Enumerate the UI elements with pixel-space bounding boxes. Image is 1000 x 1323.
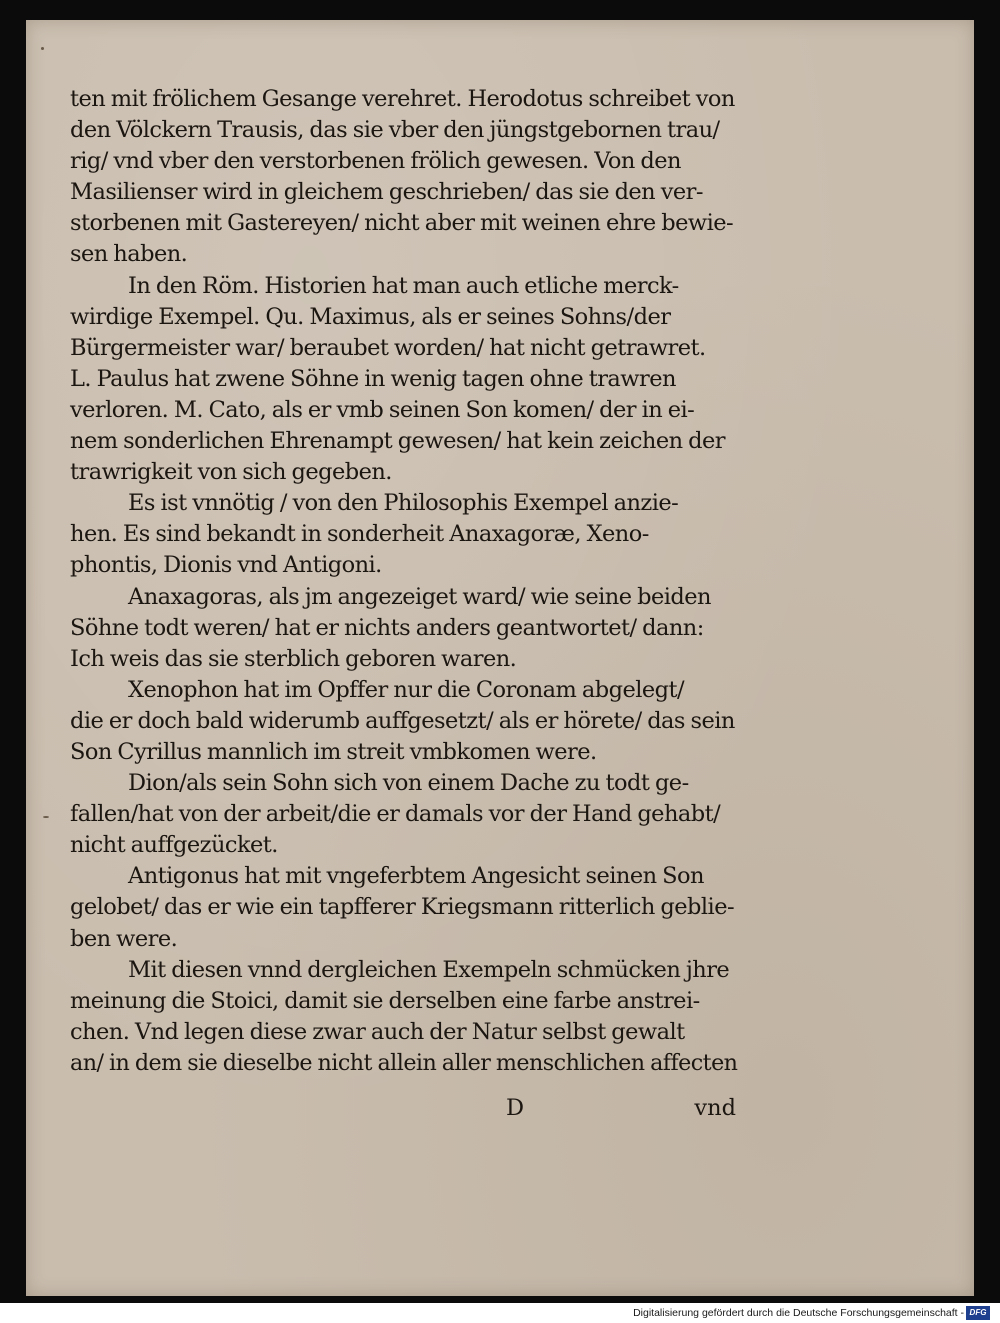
text-line: Söhne todt weren/ hat er nichts anders geantwortet/ dann: xyxy=(70,614,704,641)
book-page xyxy=(26,20,974,1296)
text-line: trawrigkeit von sich gegeben. xyxy=(70,459,392,486)
page-body-text xyxy=(70,84,738,1079)
text-line: ben were. xyxy=(70,925,178,952)
text-line: den Völckern Trausis, das sie vber den jüngstgebornen trau/ xyxy=(70,117,720,144)
text-line: chen. Vnd legen diese zwar auch der Natur selbst gewalt xyxy=(70,1018,685,1045)
text-line: Xenophon hat im Opffer nur die Coronam abgelegt/ xyxy=(128,676,685,703)
text-line: fallen/hat von der arbeit/die er damals vor der Hand gehabt/ xyxy=(70,801,721,828)
text-line: Son Cyrillus mannlich im streit vmbkomen were. xyxy=(70,738,597,765)
text-line: die er doch bald widerumb auffgesetzt/ als er hörete/ das sein xyxy=(70,707,735,734)
text-line: Es ist vnnötig / von den Philosophis Exempel anzie- xyxy=(128,490,679,517)
page-foot xyxy=(70,1092,738,1124)
signature-mark: D xyxy=(506,1095,525,1121)
text-line: Masilienser wird in gleichem geschrieben/ das sie den ver- xyxy=(70,179,703,206)
text-line: phontis, Dionis vnd Antigoni. xyxy=(70,552,382,579)
text-line: Ich weis das sie sterblich geboren waren. xyxy=(70,645,517,672)
text-line: Dion/als sein Sohn sich von einem Dache zu todt ge- xyxy=(128,770,689,797)
text-line: Anaxagoras, als jm angezeiget ward/ wie seine beiden xyxy=(128,583,711,610)
text-line: L. Paulus hat zwene Söhne in wenig tagen ohne trawren xyxy=(70,365,676,392)
text-line: Mit diesen vnnd dergleichen Exempeln schmücken jhre xyxy=(128,956,730,983)
text-line: nem sonderlichen Ehrenampt gewesen/ hat kein zeichen der xyxy=(70,428,725,455)
text-line: an/ in dem sie dieselbe nicht allein aller menschlichen affecten xyxy=(70,1049,738,1076)
page-speck xyxy=(41,47,44,50)
text-line: meinung die Stoici, damit sie derselben eine farbe anstrei- xyxy=(70,987,700,1014)
dfg-logo: DFG xyxy=(966,1306,990,1320)
catchword: vnd xyxy=(694,1095,736,1121)
text-line: verloren. M. Cato, als er vmb seinen Son komen/ der in ei- xyxy=(70,396,695,423)
text-line: sen haben. xyxy=(70,241,188,268)
digitization-credit: Digitalisierung gefördert durch die Deutsche Forschungsgemeinschaft - xyxy=(633,1307,964,1319)
text-line: wirdige Exempel. Qu. Maximus, als er seines Sohns/der xyxy=(70,303,671,330)
text-line: In den Röm. Historien hat man auch etliche merck- xyxy=(128,272,679,299)
text-line: hen. Es sind bekandt in sonderheit Anaxagoræ, Xeno- xyxy=(70,521,649,548)
text-line: gelobet/ das er wie ein tapfferer Kriegsmann ritterlich geblie- xyxy=(70,894,735,921)
page-speck xyxy=(43,816,49,818)
text-line: nicht auffgezücket. xyxy=(70,832,278,859)
text-line: rig/ vnd vber den verstorbenen frölich gewesen. Von den xyxy=(70,148,681,175)
text-line: Bürgermeister war/ beraubet worden/ hat nicht getrawret. xyxy=(70,334,706,361)
text-line: storbenen mit Gastereyen/ nicht aber mit weinen ehre bewie- xyxy=(70,210,734,237)
text-line: ten mit frölichem Gesange verehret. Herodotus schreibet von xyxy=(70,86,735,112)
text-line: Antigonus hat mit vngeferbtem Angesicht seinen Son xyxy=(128,863,704,890)
